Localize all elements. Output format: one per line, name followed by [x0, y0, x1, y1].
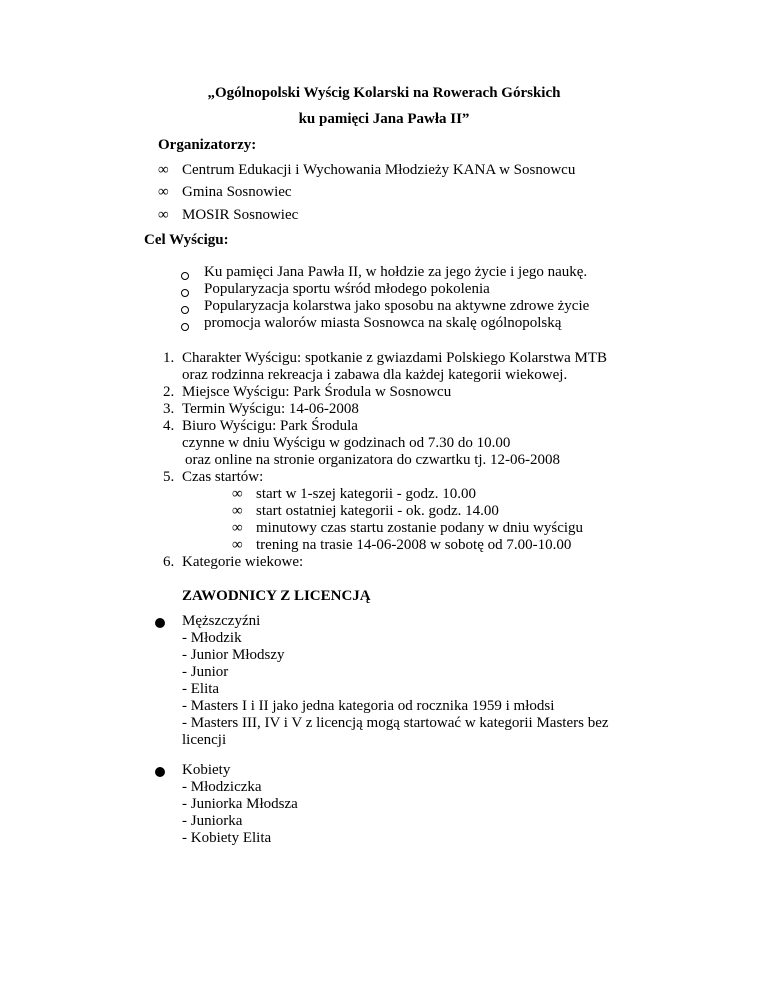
infinity-bullet-icon: ∞ [232, 503, 243, 519]
women-label: Kobiety [182, 762, 231, 778]
list-item-text: Kategorie wiekowe: [182, 554, 304, 570]
list-item-text: Charakter Wyścigu: spotkanie z gwiazdami Polskiego Kolarstwa MTB [182, 350, 607, 366]
list-item-text: Miejsce Wyścigu: Park Środula w Sosnowcu [182, 384, 452, 400]
infinity-bullet-icon: ∞ [158, 162, 169, 178]
category-line: licencji [182, 732, 227, 748]
infinity-bullet-icon: ∞ [158, 207, 169, 223]
start-time-item: minutowy czas startu zostanie podany w dniu wyścigu [256, 520, 584, 536]
category-line: - Junior Młodszy [182, 647, 285, 663]
category-line: - Juniorka [182, 813, 243, 829]
list-number: 6. [163, 554, 175, 570]
start-time-item: start ostatniej kategorii - ok. godz. 14.00 [256, 503, 499, 519]
list-number: 2. [163, 384, 175, 400]
document-title-line-2: ku pamięci Jana Pawła II” [298, 111, 470, 127]
organizer-item: Gmina Sosnowiec [182, 184, 292, 200]
organizer-item: Centrum Edukacji i Wychowania Młodzieży KANA w Sosnowcu [182, 162, 576, 178]
list-number: 4. [163, 418, 175, 434]
filled-dot-bullet-icon [155, 765, 165, 782]
list-item-text: Czas startów: [182, 469, 264, 485]
category-line: - Juniorka Młodsza [182, 796, 298, 812]
list-number: 1. [163, 350, 175, 366]
circle-bullet-icon [181, 268, 189, 285]
organizers-heading: Organizatorzy: [158, 137, 257, 153]
infinity-bullet-icon: ∞ [232, 520, 243, 536]
infinity-bullet-icon: ∞ [158, 184, 169, 200]
infinity-bullet-icon: ∞ [232, 537, 243, 553]
category-line: - Masters I i II jako jedna kategoria od rocznika 1959 i młodsi [182, 698, 555, 714]
list-item-text: oraz rodzinna rekreacja i zabawa dla każdej kategorii wiekowej. [182, 367, 568, 383]
document-title-line-1: „Ogólnopolski Wyścig Kolarski na Rowerach Górskich [207, 85, 561, 101]
list-item-text: czynne w dniu Wyścigu w godzinach od 7.30 do 10.00 [182, 435, 511, 451]
list-number: 5. [163, 469, 175, 485]
start-time-item: start w 1-szej kategorii - godz. 10.00 [256, 486, 476, 502]
goal-heading: Cel Wyścigu: [144, 232, 229, 248]
list-item-text: Biuro Wyścigu: Park Środula [182, 418, 358, 434]
goal-item: Popularyzacja sportu wśród młodego pokolenia [204, 281, 490, 297]
circle-bullet-icon [181, 302, 189, 319]
men-label: Męższczyźni [182, 613, 261, 629]
category-line: - Junior [182, 664, 229, 680]
circle-bullet-icon [181, 319, 189, 336]
category-line: - Masters III, IV i V z licencją mogą startować w kategorii Masters bez [182, 715, 609, 731]
list-number: 3. [163, 401, 175, 417]
category-line: - Elita [182, 681, 220, 697]
filled-dot-bullet-icon [155, 616, 165, 633]
category-line: - Kobiety Elita [182, 830, 272, 846]
goal-item: Ku pamięci Jana Pawła II, w hołdzie za jego życie i jego naukę. [204, 264, 588, 280]
start-time-item: trening na trasie 14-06-2008 w sobotę od 7.00-10.00 [256, 537, 572, 553]
category-line: - Młodzik [182, 630, 242, 646]
circle-bullet-icon [181, 285, 189, 302]
list-item-text: Termin Wyścigu: 14-06-2008 [182, 401, 359, 417]
goal-item: Popularyzacja kolarstwa jako sposobu na aktywne zdrowe życie [204, 298, 590, 314]
goal-item: promocja walorów miasta Sosnowca na skalę ogólnopolską [204, 315, 562, 331]
infinity-bullet-icon: ∞ [232, 486, 243, 502]
licensed-heading: ZAWODNICY Z LICENCJĄ [182, 588, 371, 604]
list-item-text: oraz online na stronie organizatora do czwartku tj. 12-06-2008 [185, 452, 561, 468]
organizer-item: MOSIR Sosnowiec [182, 207, 299, 223]
category-line: - Młodziczka [182, 779, 262, 795]
